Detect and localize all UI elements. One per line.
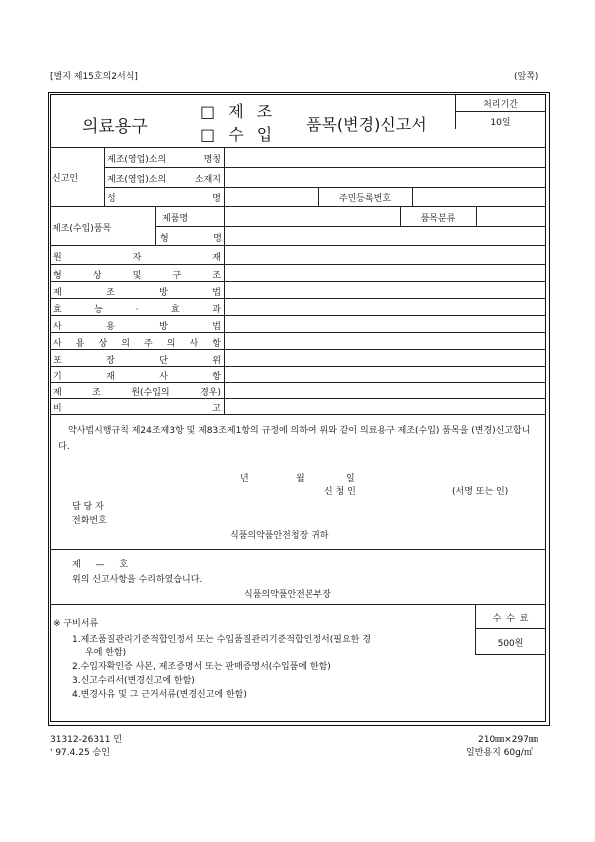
row-packaging-unit: 포 장 단 위 bbox=[53, 356, 221, 366]
date-month: 월 bbox=[296, 474, 305, 484]
efficacy-field[interactable] bbox=[225, 299, 545, 314]
row-remarks: 비 고 bbox=[53, 404, 221, 414]
form-code: 31312-26311 민 bbox=[50, 735, 123, 745]
acceptance-text: 위의 신고사항을 수리하였습니다. bbox=[72, 575, 203, 585]
product-model-field[interactable] bbox=[225, 227, 545, 244]
required-docs-title: ※ 구비서류 bbox=[53, 619, 99, 629]
processing-period-value: 10일 bbox=[490, 118, 511, 128]
required-doc-3: 3.신고수리서(변경신고에 한함) bbox=[72, 676, 195, 686]
applicant-signature-label: 신 청 인 bbox=[324, 487, 356, 497]
required-doc-1-cont: 우에 한함) bbox=[85, 648, 127, 658]
phone-label: 전화번호 bbox=[72, 516, 107, 526]
addressee: 식품의약품안전청장 귀하 bbox=[230, 531, 329, 541]
row-efficacy: 효 능 · 효 과 bbox=[53, 305, 221, 315]
form-reference: [별지 제15호의2서식] bbox=[50, 72, 138, 82]
row-label-items: 기 재 사 항 bbox=[53, 372, 221, 382]
fee-value: 500원 bbox=[497, 639, 524, 649]
date-year: 년 bbox=[240, 474, 249, 484]
product-class-field[interactable] bbox=[477, 207, 545, 225]
manufacturer-field[interactable] bbox=[225, 383, 545, 397]
page-side-label: (앞쪽) bbox=[514, 72, 539, 82]
business-name-field[interactable] bbox=[225, 148, 545, 166]
required-doc-4: 4.변경사유 및 그 근거서류(변경신고에 한함) bbox=[72, 690, 247, 700]
fee-label: 수 수 료 bbox=[492, 614, 529, 624]
person-name-label: 성 명 bbox=[107, 194, 221, 204]
row-shape-structure: 형 상 및 구 조 bbox=[53, 271, 221, 281]
applicant-label: 신고인 bbox=[52, 174, 79, 184]
precautions-field[interactable] bbox=[225, 333, 545, 348]
required-doc-1: 1.제조품질관리기준적합인정서 또는 수입품질관리기준적합인정서(필요한 경 bbox=[72, 635, 371, 645]
product-class-label: 품목분류 bbox=[420, 214, 456, 224]
product-label: 제조(수입)품목 bbox=[52, 224, 112, 234]
processing-period-label: 처리기간 bbox=[483, 100, 518, 110]
manager-label: 담 당 자 bbox=[72, 502, 104, 512]
paper-size: 210㎜×297㎜ bbox=[478, 735, 538, 745]
row-usage: 사 용 방 법 bbox=[53, 322, 221, 332]
title-left: 의료용구 bbox=[82, 117, 148, 137]
title-right: 품목(변경)신고서 bbox=[306, 115, 427, 134]
acceptance-number: 제 — 호 bbox=[72, 560, 129, 570]
declaration-text: 약사법시행규칙 제24조제3항 및 제83조제1항의 규정에 의하여 위와 같이 의료용구 제조(수입) 품목을 (변경)신고합니다. bbox=[58, 426, 531, 452]
label-items-field[interactable] bbox=[225, 367, 545, 381]
product-model-label: 형 명 bbox=[160, 234, 222, 244]
business-address-label: 제조(영업)소의 소재지 bbox=[107, 175, 221, 185]
title-option-import[interactable]: □ 수 입 bbox=[200, 125, 277, 144]
signature-note: (서명 또는 인) bbox=[452, 487, 509, 497]
business-name-label: 제조(영업)소의 명칭 bbox=[107, 155, 221, 165]
paper-type: 일반용지 60g/㎡ bbox=[466, 748, 533, 758]
raw-material-field[interactable] bbox=[225, 246, 545, 263]
business-address-field[interactable] bbox=[225, 168, 545, 186]
row-raw-material: 원 자 재 bbox=[53, 253, 221, 263]
row-manufacturer: 제 조 원(수입의 경우) bbox=[53, 388, 221, 398]
row-precautions: 사 용 상 의 주 의 사 항 bbox=[53, 339, 221, 349]
product-name-label: 제품명 bbox=[162, 214, 189, 224]
required-doc-2: 2.수입자확인증 사본, 제조증명서 또는 판매증명서(수입품에 한함) bbox=[72, 662, 331, 672]
approval-date: ' 97.4.25 승인 bbox=[50, 748, 110, 758]
title-option-manufacture[interactable]: □ 제 조 bbox=[200, 102, 277, 121]
usage-field[interactable] bbox=[225, 316, 545, 331]
person-name-field[interactable] bbox=[225, 188, 317, 205]
row-manufacturing-method: 제 조 방 법 bbox=[53, 288, 221, 298]
date-day: 일 bbox=[346, 474, 355, 484]
manufacturing-method-field[interactable] bbox=[225, 282, 545, 297]
acceptance-authority: 식품의약품안전본부장 bbox=[244, 590, 331, 600]
resident-number-field[interactable] bbox=[413, 188, 545, 205]
packaging-unit-field[interactable] bbox=[225, 350, 545, 365]
product-name-field[interactable] bbox=[225, 207, 399, 225]
shape-structure-field[interactable] bbox=[225, 265, 545, 280]
resident-number-label: 주민등록번호 bbox=[338, 194, 392, 204]
remarks-field[interactable] bbox=[225, 399, 545, 413]
